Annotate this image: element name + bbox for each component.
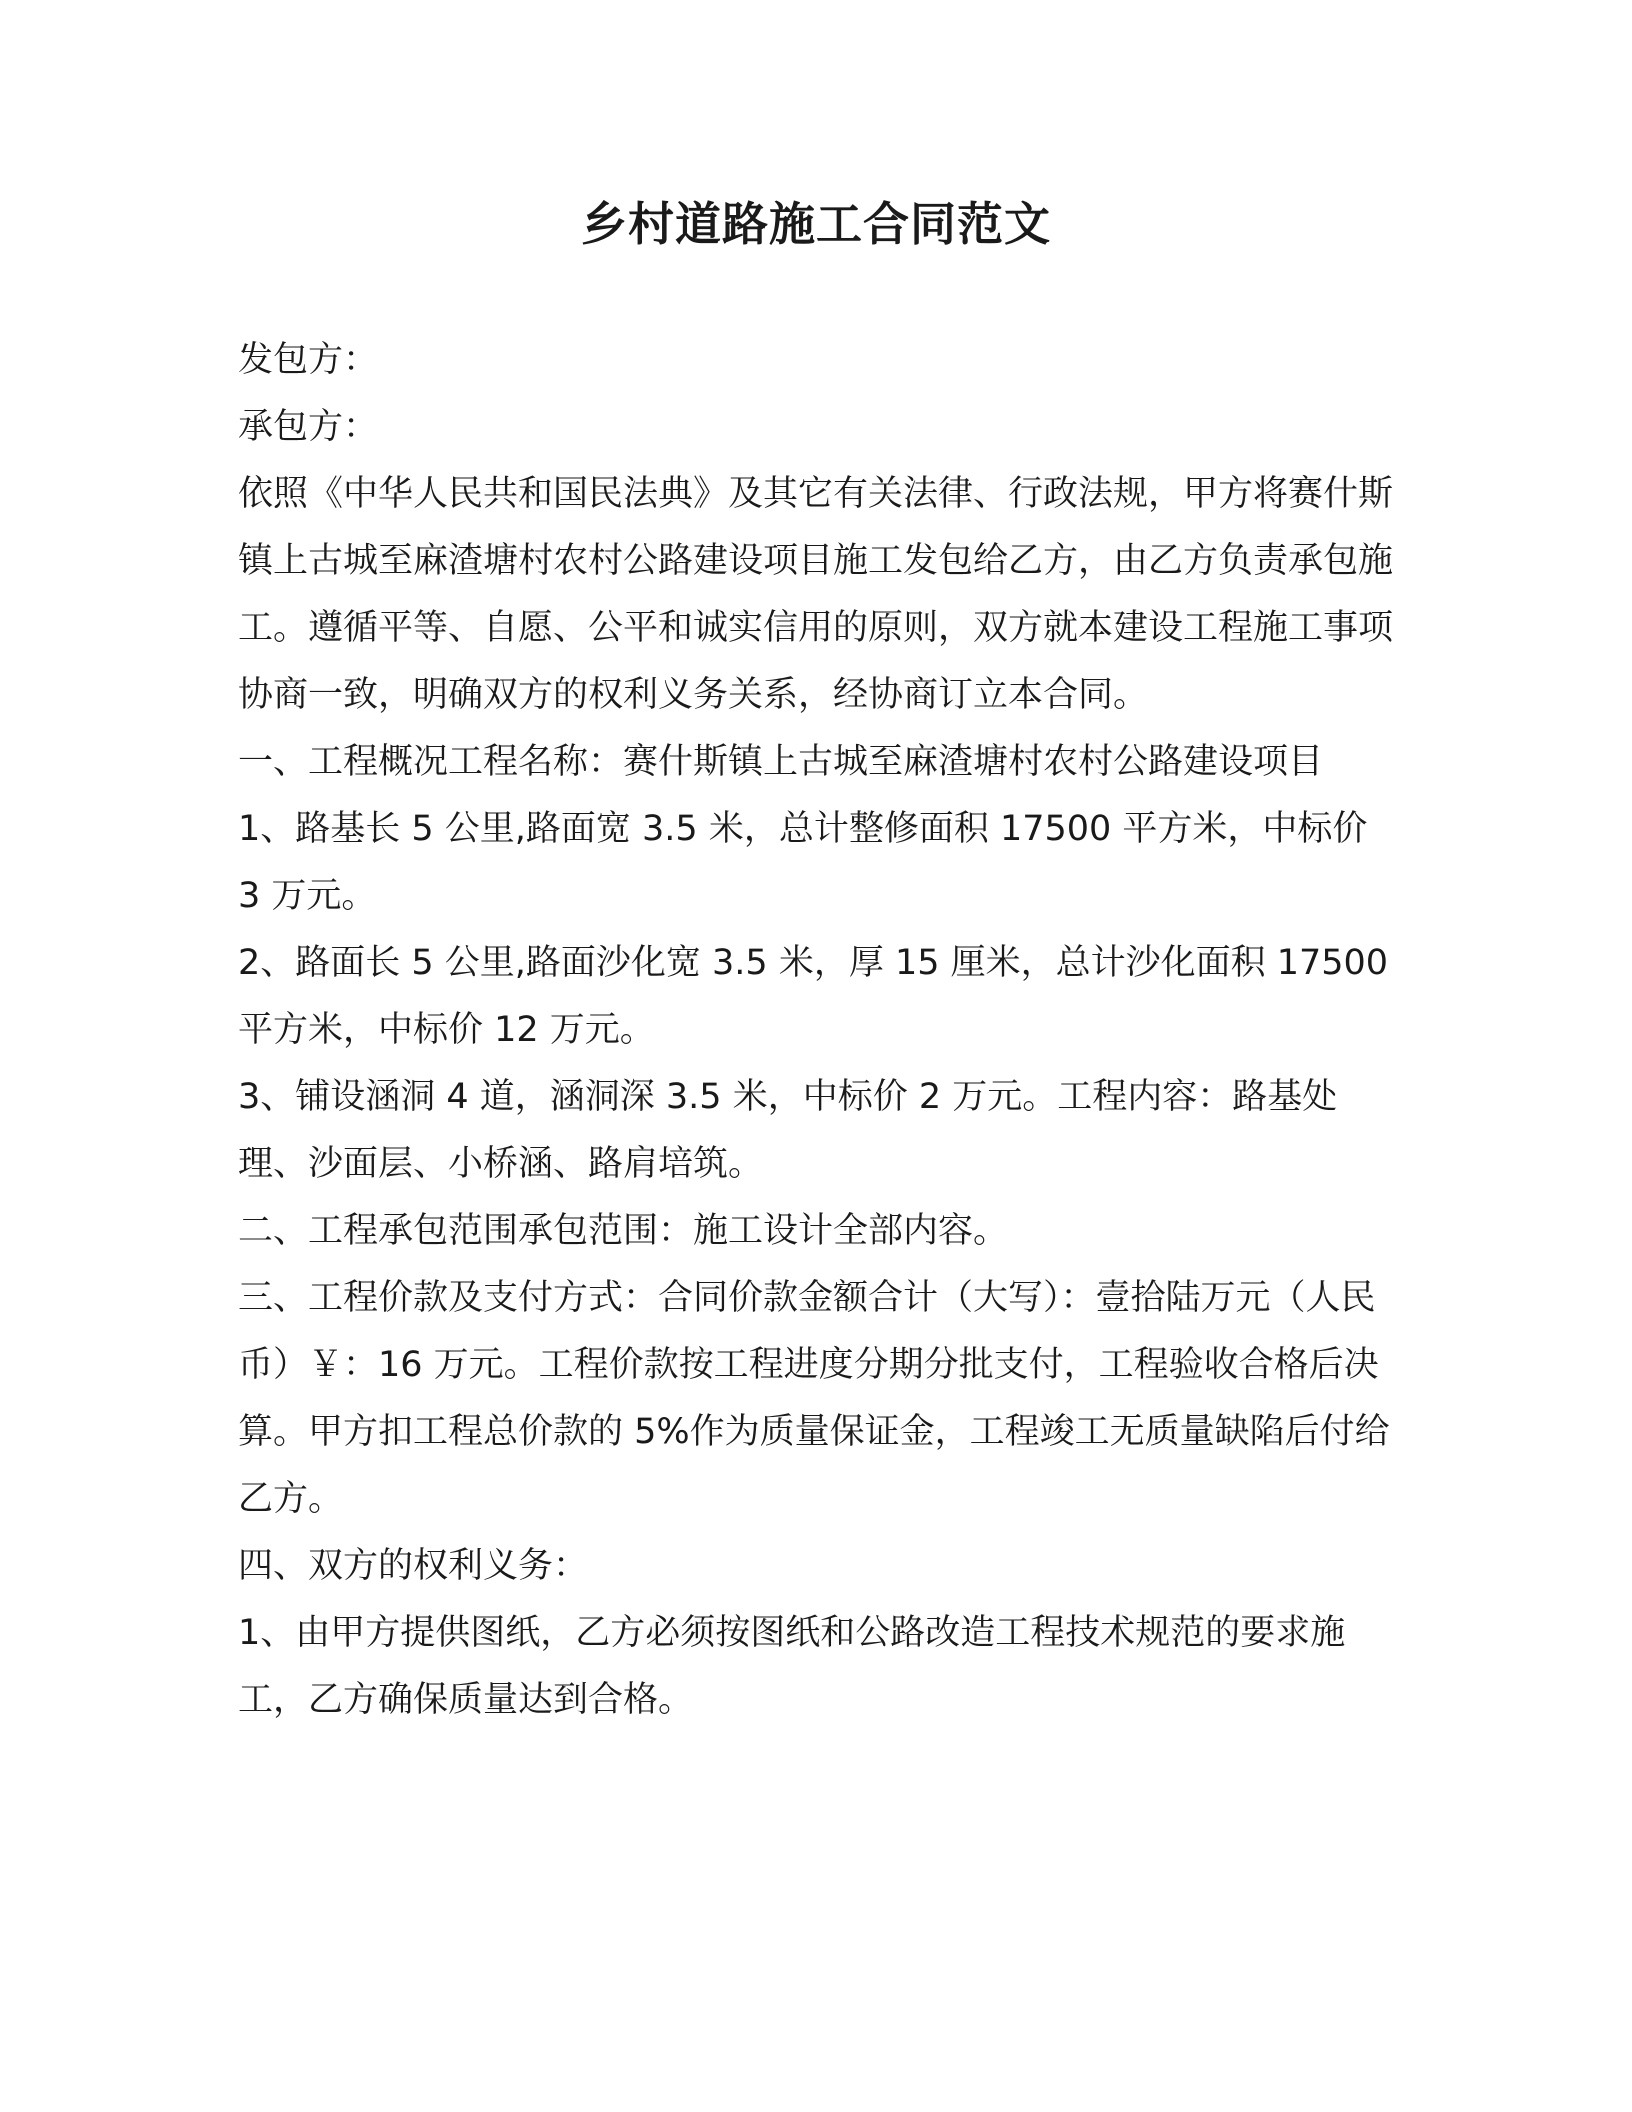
document-body	[238, 327, 1398, 1734]
section-1-overview: 一、工程概况工程名称：赛什斯镇上古城至麻渣塘村农村公路建设项目	[238, 742, 1324, 782]
party-b-line: 承包方：	[238, 407, 379, 447]
rights-item-1: 1、由甲方提供图纸，乙方必须按图纸和公路改造工程技术规范的要求施工，乙方确保质量达到合格。	[238, 1613, 1346, 1720]
document-title: 乡村道路施工合同范文	[581, 197, 1051, 251]
party-a-line: 发包方：	[238, 340, 379, 380]
section-3-payment: 三、工程价款及支付方式：合同价款金额合计（大写）：壹拾陆万元（人民币）￥：16 万元。工程价款按工程进度分期分批支付，工程验收合格后决算。甲方扣工程总价款的 5%作为质量保证金，工程竣工无质量缺陷后付给乙方。	[238, 1278, 1390, 1519]
section-4-rights: 四、双方的权利义务：	[238, 1546, 589, 1586]
item-1-roadbed: 1、路基长 5 公里,路面宽 3.5 米，总计整修面积 17500 平方米，中标价 3 万元。	[238, 809, 1368, 916]
section-2-scope: 二、工程承包范围承包范围：施工设计全部内容。	[238, 1211, 1009, 1251]
preamble-paragraph: 依照《中华人民共和国民法典》及其它有关法律、行政法规，甲方将赛什斯镇上古城至麻渣塘村农村公路建设项目施工发包给乙方，由乙方负责承包施工。遵循平等、自愿、公平和诚实信用的原则，双方就本建设工程施工事项协商一致，明确双方的权利义务关系，经协商订立本合同。	[238, 474, 1394, 715]
item-3-culverts: 3、铺设涵洞 4 道，涵洞深 3.5 米，中标价 2 万元。工程内容：路基处理、沙面层、小桥涵、路肩培筑。	[238, 1077, 1338, 1184]
item-2-road-surface: 2、路面长 5 公里,路面沙化宽 3.5 米，厚 15 厘米，总计沙化面积 17500 平方米，中标价 12 万元。	[238, 943, 1389, 1050]
